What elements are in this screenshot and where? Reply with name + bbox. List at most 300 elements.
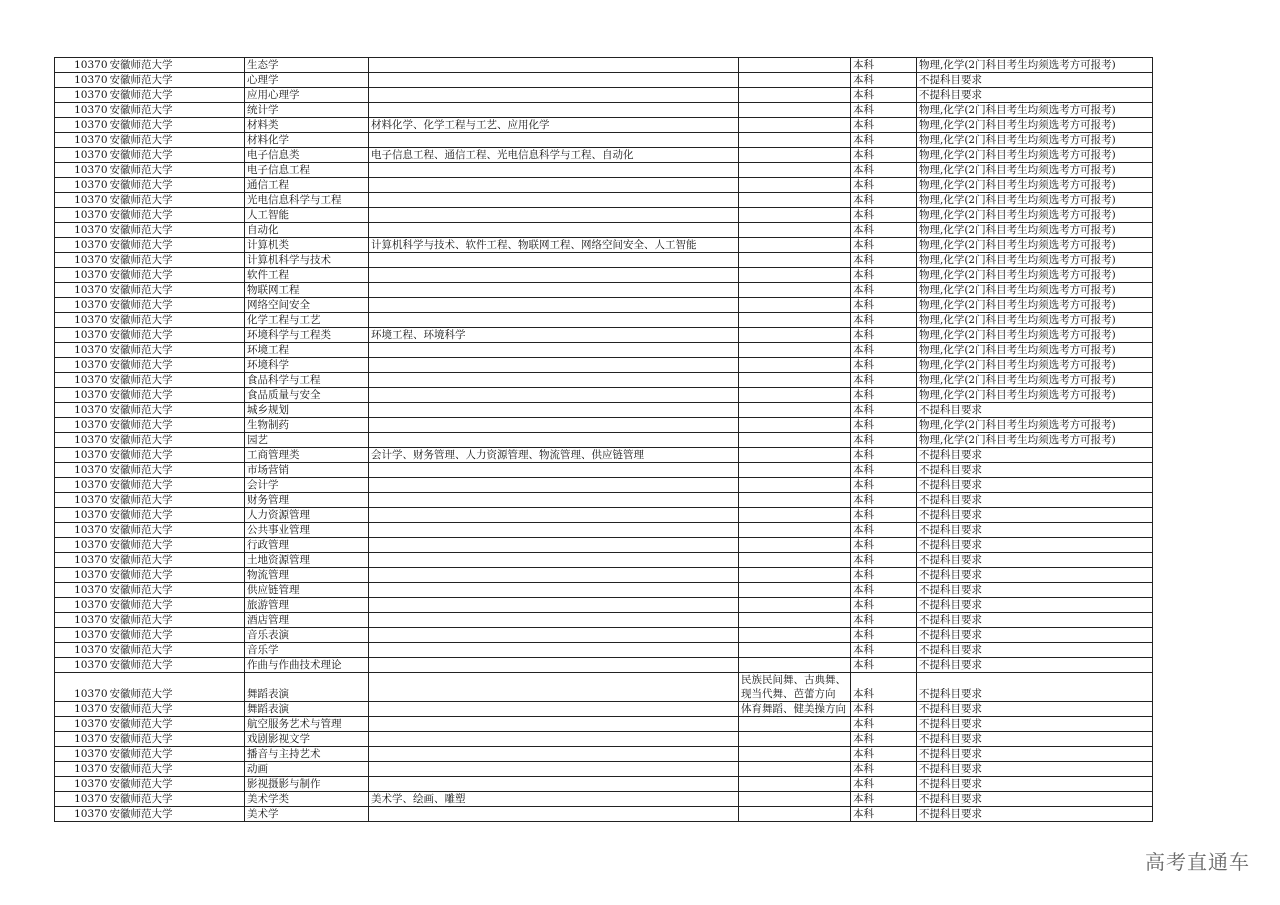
level-cell: 本科	[851, 103, 917, 118]
level-cell: 本科	[851, 538, 917, 553]
requirement-cell: 物理,化学(2门科目考生均须选考方可报考)	[917, 328, 1153, 343]
level-cell: 本科	[851, 88, 917, 103]
requirement-cell: 物理,化学(2门科目考生均须选考方可报考)	[917, 283, 1153, 298]
uni-cell: 安徽师范大学	[109, 58, 245, 73]
requirement-cell: 不提科目要求	[917, 717, 1153, 732]
uni-cell: 安徽师范大学	[109, 523, 245, 538]
includes-cell	[369, 343, 739, 358]
includes-cell	[369, 298, 739, 313]
uni-cell: 安徽师范大学	[109, 643, 245, 658]
level-cell: 本科	[851, 148, 917, 163]
includes-cell	[369, 433, 739, 448]
uni-cell: 安徽师范大学	[109, 343, 245, 358]
direction-cell	[739, 238, 851, 253]
direction-cell	[739, 328, 851, 343]
includes-cell	[369, 88, 739, 103]
uni-cell: 安徽师范大学	[109, 478, 245, 493]
major-cell: 舞蹈表演	[245, 673, 369, 702]
major-cell: 自动化	[245, 223, 369, 238]
includes-cell: 计算机科学与技术、软件工程、物联网工程、网络空间安全、人工智能	[369, 238, 739, 253]
requirement-cell: 不提科目要求	[917, 478, 1153, 493]
major-cell: 供应链管理	[245, 583, 369, 598]
level-cell: 本科	[851, 702, 917, 717]
uni-cell: 安徽师范大学	[109, 388, 245, 403]
table-row	[55, 373, 1153, 388]
includes-cell	[369, 493, 739, 508]
table-row	[55, 343, 1153, 358]
direction-cell	[739, 88, 851, 103]
requirement-cell: 物理,化学(2门科目考生均须选考方可报考)	[917, 103, 1153, 118]
level-cell: 本科	[851, 613, 917, 628]
table-row	[55, 163, 1153, 178]
level-cell: 本科	[851, 223, 917, 238]
level-cell: 本科	[851, 163, 917, 178]
requirement-cell: 不提科目要求	[917, 403, 1153, 418]
table-row	[55, 133, 1153, 148]
uni-cell: 安徽师范大学	[109, 762, 245, 777]
direction-cell	[739, 717, 851, 732]
major-cell: 软件工程	[245, 268, 369, 283]
uni-cell: 安徽师范大学	[109, 328, 245, 343]
uni-cell: 安徽师范大学	[109, 538, 245, 553]
direction-cell	[739, 283, 851, 298]
code-cell: 10370	[55, 643, 109, 658]
major-cell: 航空服务艺术与管理	[245, 717, 369, 732]
includes-cell	[369, 313, 739, 328]
uni-cell: 安徽师范大学	[109, 732, 245, 747]
direction-cell	[739, 628, 851, 643]
code-cell: 10370	[55, 178, 109, 193]
table-row	[55, 508, 1153, 523]
code-cell: 10370	[55, 283, 109, 298]
level-cell: 本科	[851, 313, 917, 328]
level-cell: 本科	[851, 268, 917, 283]
direction-cell	[739, 553, 851, 568]
includes-cell	[369, 523, 739, 538]
table-row	[55, 568, 1153, 583]
major-cell: 人力资源管理	[245, 508, 369, 523]
major-cell: 酒店管理	[245, 613, 369, 628]
requirement-cell: 不提科目要求	[917, 538, 1153, 553]
code-cell: 10370	[55, 58, 109, 73]
table-row	[55, 747, 1153, 762]
requirement-cell: 不提科目要求	[917, 613, 1153, 628]
major-cell: 食品科学与工程	[245, 373, 369, 388]
direction-cell	[739, 103, 851, 118]
code-cell: 10370	[55, 208, 109, 223]
table-row	[55, 448, 1153, 463]
direction-cell: 体育舞蹈、健美操方向	[739, 702, 851, 717]
table-row	[55, 807, 1153, 822]
direction-cell	[739, 613, 851, 628]
requirement-cell: 物理,化学(2门科目考生均须选考方可报考)	[917, 298, 1153, 313]
direction-cell	[739, 643, 851, 658]
level-cell: 本科	[851, 523, 917, 538]
table-row	[55, 73, 1153, 88]
requirement-cell: 不提科目要求	[917, 553, 1153, 568]
major-cell: 工商管理类	[245, 448, 369, 463]
table-row	[55, 553, 1153, 568]
uni-cell: 安徽师范大学	[109, 777, 245, 792]
table-row	[55, 358, 1153, 373]
major-cell: 公共事业管理	[245, 523, 369, 538]
code-cell: 10370	[55, 777, 109, 792]
table-row	[55, 792, 1153, 807]
code-cell: 10370	[55, 448, 109, 463]
level-cell: 本科	[851, 508, 917, 523]
requirement-cell: 物理,化学(2门科目考生均须选考方可报考)	[917, 193, 1153, 208]
level-cell: 本科	[851, 238, 917, 253]
table-row	[55, 283, 1153, 298]
major-cell: 物流管理	[245, 568, 369, 583]
table-row	[55, 538, 1153, 553]
uni-cell: 安徽师范大学	[109, 118, 245, 133]
code-cell: 10370	[55, 732, 109, 747]
uni-cell: 安徽师范大学	[109, 73, 245, 88]
table-row	[55, 777, 1153, 792]
uni-cell: 安徽师范大学	[109, 807, 245, 822]
level-cell: 本科	[851, 418, 917, 433]
requirement-cell: 物理,化学(2门科目考生均须选考方可报考)	[917, 313, 1153, 328]
level-cell: 本科	[851, 747, 917, 762]
includes-cell	[369, 598, 739, 613]
major-cell: 音乐学	[245, 643, 369, 658]
direction-cell	[739, 163, 851, 178]
level-cell: 本科	[851, 493, 917, 508]
uni-cell: 安徽师范大学	[109, 613, 245, 628]
includes-cell	[369, 403, 739, 418]
major-cell: 音乐表演	[245, 628, 369, 643]
level-cell: 本科	[851, 433, 917, 448]
uni-cell: 安徽师范大学	[109, 658, 245, 673]
direction-cell	[739, 433, 851, 448]
code-cell: 10370	[55, 73, 109, 88]
level-cell: 本科	[851, 58, 917, 73]
direction-cell	[739, 658, 851, 673]
includes-cell	[369, 717, 739, 732]
includes-cell	[369, 178, 739, 193]
direction-cell	[739, 538, 851, 553]
table-row	[55, 58, 1153, 73]
table-row	[55, 523, 1153, 538]
includes-cell	[369, 538, 739, 553]
code-cell: 10370	[55, 238, 109, 253]
code-cell: 10370	[55, 493, 109, 508]
includes-cell	[369, 103, 739, 118]
major-cell: 化学工程与工艺	[245, 313, 369, 328]
code-cell: 10370	[55, 702, 109, 717]
level-cell: 本科	[851, 732, 917, 747]
level-cell: 本科	[851, 208, 917, 223]
code-cell: 10370	[55, 717, 109, 732]
requirement-cell: 物理,化学(2门科目考生均须选考方可报考)	[917, 163, 1153, 178]
major-cell: 食品质量与安全	[245, 388, 369, 403]
includes-cell: 会计学、财务管理、人力资源管理、物流管理、供应链管理	[369, 448, 739, 463]
includes-cell	[369, 268, 739, 283]
level-cell: 本科	[851, 388, 917, 403]
uni-cell: 安徽师范大学	[109, 463, 245, 478]
code-cell: 10370	[55, 807, 109, 822]
includes-cell	[369, 732, 739, 747]
direction-cell	[739, 448, 851, 463]
table-row	[55, 313, 1153, 328]
requirement-cell: 不提科目要求	[917, 628, 1153, 643]
uni-cell: 安徽师范大学	[109, 103, 245, 118]
includes-cell	[369, 643, 739, 658]
uni-cell: 安徽师范大学	[109, 493, 245, 508]
level-cell: 本科	[851, 553, 917, 568]
table-row	[55, 208, 1153, 223]
table-row	[55, 268, 1153, 283]
major-cell: 会计学	[245, 478, 369, 493]
direction-cell	[739, 313, 851, 328]
table-row	[55, 702, 1153, 717]
level-cell: 本科	[851, 118, 917, 133]
table-row	[55, 643, 1153, 658]
requirement-cell: 不提科目要求	[917, 658, 1153, 673]
uni-cell: 安徽师范大学	[109, 792, 245, 807]
requirement-cell: 不提科目要求	[917, 583, 1153, 598]
code-cell: 10370	[55, 433, 109, 448]
requirement-cell: 不提科目要求	[917, 762, 1153, 777]
major-cell: 人工智能	[245, 208, 369, 223]
level-cell: 本科	[851, 373, 917, 388]
direction-cell	[739, 463, 851, 478]
level-cell: 本科	[851, 598, 917, 613]
direction-cell	[739, 583, 851, 598]
includes-cell	[369, 73, 739, 88]
includes-cell	[369, 373, 739, 388]
requirement-cell: 物理,化学(2门科目考生均须选考方可报考)	[917, 133, 1153, 148]
code-cell: 10370	[55, 628, 109, 643]
level-cell: 本科	[851, 463, 917, 478]
major-cell: 美术学类	[245, 792, 369, 807]
includes-cell	[369, 253, 739, 268]
uni-cell: 安徽师范大学	[109, 702, 245, 717]
uni-cell: 安徽师范大学	[109, 568, 245, 583]
direction-cell	[739, 792, 851, 807]
includes-cell	[369, 133, 739, 148]
requirement-cell: 物理,化学(2门科目考生均须选考方可报考)	[917, 58, 1153, 73]
code-cell: 10370	[55, 463, 109, 478]
code-cell: 10370	[55, 388, 109, 403]
code-cell: 10370	[55, 613, 109, 628]
direction-cell	[739, 148, 851, 163]
level-cell: 本科	[851, 283, 917, 298]
requirement-cell: 不提科目要求	[917, 702, 1153, 717]
level-cell: 本科	[851, 628, 917, 643]
table-row	[55, 388, 1153, 403]
requirement-cell: 不提科目要求	[917, 598, 1153, 613]
direction-cell	[739, 388, 851, 403]
direction-cell	[739, 523, 851, 538]
major-cell: 动画	[245, 762, 369, 777]
direction-cell	[739, 403, 851, 418]
direction-cell	[739, 418, 851, 433]
code-cell: 10370	[55, 118, 109, 133]
requirement-cell: 不提科目要求	[917, 88, 1153, 103]
code-cell: 10370	[55, 148, 109, 163]
uni-cell: 安徽师范大学	[109, 418, 245, 433]
uni-cell: 安徽师范大学	[109, 747, 245, 762]
level-cell: 本科	[851, 777, 917, 792]
requirement-cell: 不提科目要求	[917, 523, 1153, 538]
includes-cell	[369, 553, 739, 568]
includes-cell	[369, 478, 739, 493]
uni-cell: 安徽师范大学	[109, 178, 245, 193]
code-cell: 10370	[55, 538, 109, 553]
requirement-cell: 不提科目要求	[917, 508, 1153, 523]
direction-cell	[739, 373, 851, 388]
level-cell: 本科	[851, 403, 917, 418]
code-cell: 10370	[55, 568, 109, 583]
includes-cell	[369, 702, 739, 717]
code-cell: 10370	[55, 133, 109, 148]
watermark-text: 高考直通车	[1145, 850, 1250, 874]
code-cell: 10370	[55, 88, 109, 103]
direction-cell	[739, 493, 851, 508]
major-cell: 戏剧影视文学	[245, 732, 369, 747]
includes-cell	[369, 762, 739, 777]
uni-cell: 安徽师范大学	[109, 358, 245, 373]
level-cell: 本科	[851, 762, 917, 777]
includes-cell: 环境工程、环境科学	[369, 328, 739, 343]
major-cell: 统计学	[245, 103, 369, 118]
major-cell: 计算机科学与技术	[245, 253, 369, 268]
uni-cell: 安徽师范大学	[109, 253, 245, 268]
code-cell: 10370	[55, 747, 109, 762]
code-cell: 10370	[55, 583, 109, 598]
direction-cell	[739, 807, 851, 822]
major-cell: 电子信息类	[245, 148, 369, 163]
major-cell: 生物制药	[245, 418, 369, 433]
level-cell: 本科	[851, 193, 917, 208]
includes-cell	[369, 658, 739, 673]
major-cell: 网络空间安全	[245, 298, 369, 313]
uni-cell: 安徽师范大学	[109, 148, 245, 163]
code-cell: 10370	[55, 253, 109, 268]
uni-cell: 安徽师范大学	[109, 133, 245, 148]
major-cell: 材料类	[245, 118, 369, 133]
level-cell: 本科	[851, 298, 917, 313]
table-row	[55, 628, 1153, 643]
requirement-cell: 物理,化学(2门科目考生均须选考方可报考)	[917, 373, 1153, 388]
includes-cell	[369, 628, 739, 643]
major-cell: 物联网工程	[245, 283, 369, 298]
level-cell: 本科	[851, 792, 917, 807]
code-cell: 10370	[55, 223, 109, 238]
direction-cell	[739, 208, 851, 223]
table-row	[55, 418, 1153, 433]
code-cell: 10370	[55, 523, 109, 538]
table-row	[55, 583, 1153, 598]
major-cell: 环境科学与工程类	[245, 328, 369, 343]
code-cell: 10370	[55, 553, 109, 568]
code-cell: 10370	[55, 358, 109, 373]
uni-cell: 安徽师范大学	[109, 433, 245, 448]
uni-cell: 安徽师范大学	[109, 208, 245, 223]
level-cell: 本科	[851, 253, 917, 268]
level-cell: 本科	[851, 73, 917, 88]
direction-cell	[739, 478, 851, 493]
level-cell: 本科	[851, 328, 917, 343]
major-cell: 土地资源管理	[245, 553, 369, 568]
includes-cell	[369, 223, 739, 238]
uni-cell: 安徽师范大学	[109, 598, 245, 613]
includes-cell	[369, 283, 739, 298]
major-cell: 舞蹈表演	[245, 702, 369, 717]
requirement-cell: 不提科目要求	[917, 673, 1153, 702]
requirement-cell: 物理,化学(2门科目考生均须选考方可报考)	[917, 268, 1153, 283]
includes-cell	[369, 673, 739, 702]
major-cell: 通信工程	[245, 178, 369, 193]
major-cell: 光电信息科学与工程	[245, 193, 369, 208]
uni-cell: 安徽师范大学	[109, 508, 245, 523]
requirement-cell: 不提科目要求	[917, 732, 1153, 747]
includes-cell	[369, 193, 739, 208]
code-cell: 10370	[55, 658, 109, 673]
table-row	[55, 223, 1153, 238]
level-cell: 本科	[851, 358, 917, 373]
includes-cell	[369, 463, 739, 478]
level-cell: 本科	[851, 343, 917, 358]
includes-cell	[369, 163, 739, 178]
table-row	[55, 673, 1153, 702]
major-cell: 影视摄影与制作	[245, 777, 369, 792]
table-row	[55, 253, 1153, 268]
level-cell: 本科	[851, 178, 917, 193]
uni-cell: 安徽师范大学	[109, 223, 245, 238]
table-row	[55, 88, 1153, 103]
table-row	[55, 103, 1153, 118]
table-body	[55, 58, 1153, 822]
table-row	[55, 658, 1153, 673]
includes-cell	[369, 747, 739, 762]
code-cell: 10370	[55, 298, 109, 313]
code-cell: 10370	[55, 792, 109, 807]
requirement-cell: 物理,化学(2门科目考生均须选考方可报考)	[917, 343, 1153, 358]
uni-cell: 安徽师范大学	[109, 88, 245, 103]
uni-cell: 安徽师范大学	[109, 403, 245, 418]
code-cell: 10370	[55, 193, 109, 208]
uni-cell: 安徽师范大学	[109, 283, 245, 298]
uni-cell: 安徽师范大学	[109, 448, 245, 463]
uni-cell: 安徽师范大学	[109, 673, 245, 702]
requirement-cell: 不提科目要求	[917, 73, 1153, 88]
direction-cell	[739, 268, 851, 283]
code-cell: 10370	[55, 598, 109, 613]
level-cell: 本科	[851, 478, 917, 493]
requirement-cell: 物理,化学(2门科目考生均须选考方可报考)	[917, 223, 1153, 238]
uni-cell: 安徽师范大学	[109, 298, 245, 313]
level-cell: 本科	[851, 448, 917, 463]
requirement-cell: 不提科目要求	[917, 807, 1153, 822]
direction-cell	[739, 358, 851, 373]
major-cell: 材料化学	[245, 133, 369, 148]
requirement-cell: 物理,化学(2门科目考生均须选考方可报考)	[917, 418, 1153, 433]
table-row	[55, 148, 1153, 163]
direction-cell	[739, 298, 851, 313]
requirement-cell: 不提科目要求	[917, 448, 1153, 463]
includes-cell	[369, 418, 739, 433]
direction-cell	[739, 777, 851, 792]
direction-cell	[739, 343, 851, 358]
uni-cell: 安徽师范大学	[109, 373, 245, 388]
direction-cell	[739, 133, 851, 148]
uni-cell: 安徽师范大学	[109, 163, 245, 178]
uni-cell: 安徽师范大学	[109, 553, 245, 568]
major-cell: 计算机类	[245, 238, 369, 253]
